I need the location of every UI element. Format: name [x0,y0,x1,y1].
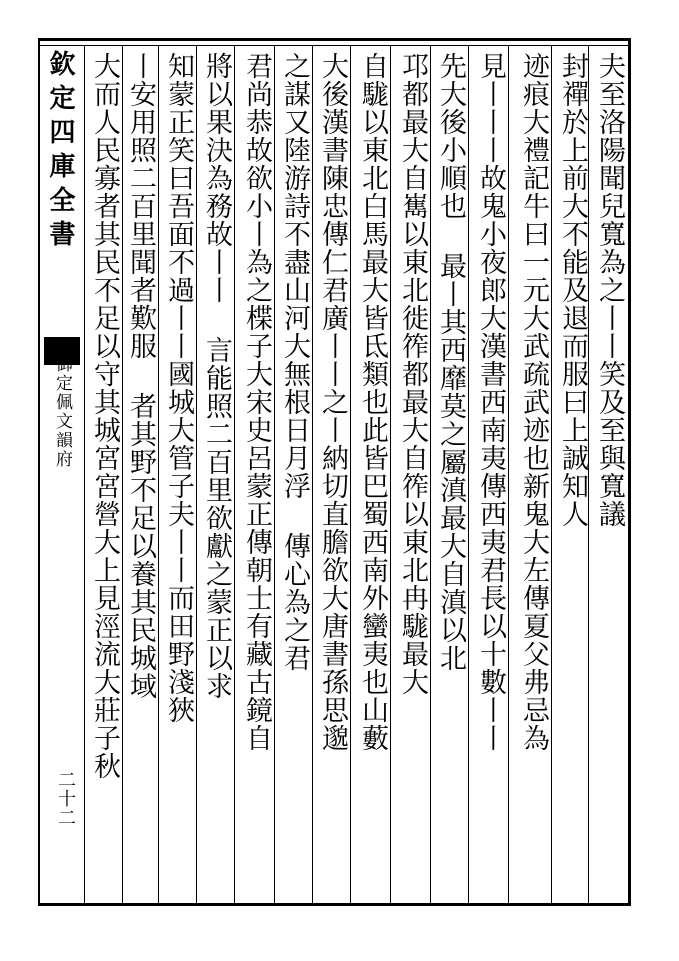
frame-top-rule [38,38,631,41]
text-column-8: 大後漢書陳忠傳仁君廣丨丨之丨納切直膽欲大唐書孫思邈 [317,52,348,752]
collection-title: 欽定四庫全書 [45,50,75,254]
text-column-6: 邛都最大自嶲以東北徙筰都最大自筰以東北冉駹最大 [397,52,428,696]
book-title: 御定佩文韻府 [52,355,72,469]
text-column-9: 之謀又陸游詩不盡山河大無根日月浮 傳心為之君 [279,52,310,672]
column-rule [350,46,351,903]
text-column-10: 君尚恭故欲小丨為之楪子大宋史呂蒙正傳朝士有藏古鏡自 [241,52,272,752]
text-column-4: 見丨丨丨故鬼小夜郎大漢書西南夷傳西夷君長以十數丨丨 [475,52,506,752]
frame-left-rule [38,38,40,906]
column-rule [508,46,509,903]
page-number: 二十二 [55,770,76,827]
column-rule [312,46,313,903]
column-rule [551,46,552,903]
column-rule [468,46,469,903]
column-rule [274,46,275,903]
text-column-7: 自駹以東北白馬最大皆氐類也此皆巴蜀西南外蠻夷也山藪 [357,52,388,752]
column-rule [234,46,235,903]
column-rule [196,46,197,903]
column-rule [430,46,431,903]
page-margin [42,50,80,901]
text-column-1: 夫至洛陽聞兒寬為之丨丨笑及至與寬議 [594,52,625,528]
text-column-14: 大而人民寡者其民不足以守其城宮宮營大上見涇流大莊子秋 [89,52,120,780]
text-column-2: 封禪於上前大不能及退而服曰上誠知人 [557,52,588,528]
text-column-5: 先大後小順也 最丨其西靡莫之屬滇最大自滇以北 [435,52,466,672]
column-rule [122,46,123,903]
text-column-12: 知蒙正笑曰吾面不過丨丨國城大管子夫丨丨而田野淺狹 [163,52,194,724]
frame-bottom-rule [38,903,631,906]
page-outer-margin [631,0,679,961]
text-column-11: 將以果決為務故丨丨 言能照二百里欲獻之蒙正以求 [201,52,232,700]
text-column-13: 丨安用照二百里聞者歎服 者其野不足以養其民城域 [125,52,156,700]
frame-inner-rule [38,45,631,46]
text-column-3: 迹痕大禮記牛曰一元大武疏武迹也新鬼大左傳夏父弗忌為 [518,52,549,752]
column-rule [158,46,159,903]
column-rule [390,46,391,903]
